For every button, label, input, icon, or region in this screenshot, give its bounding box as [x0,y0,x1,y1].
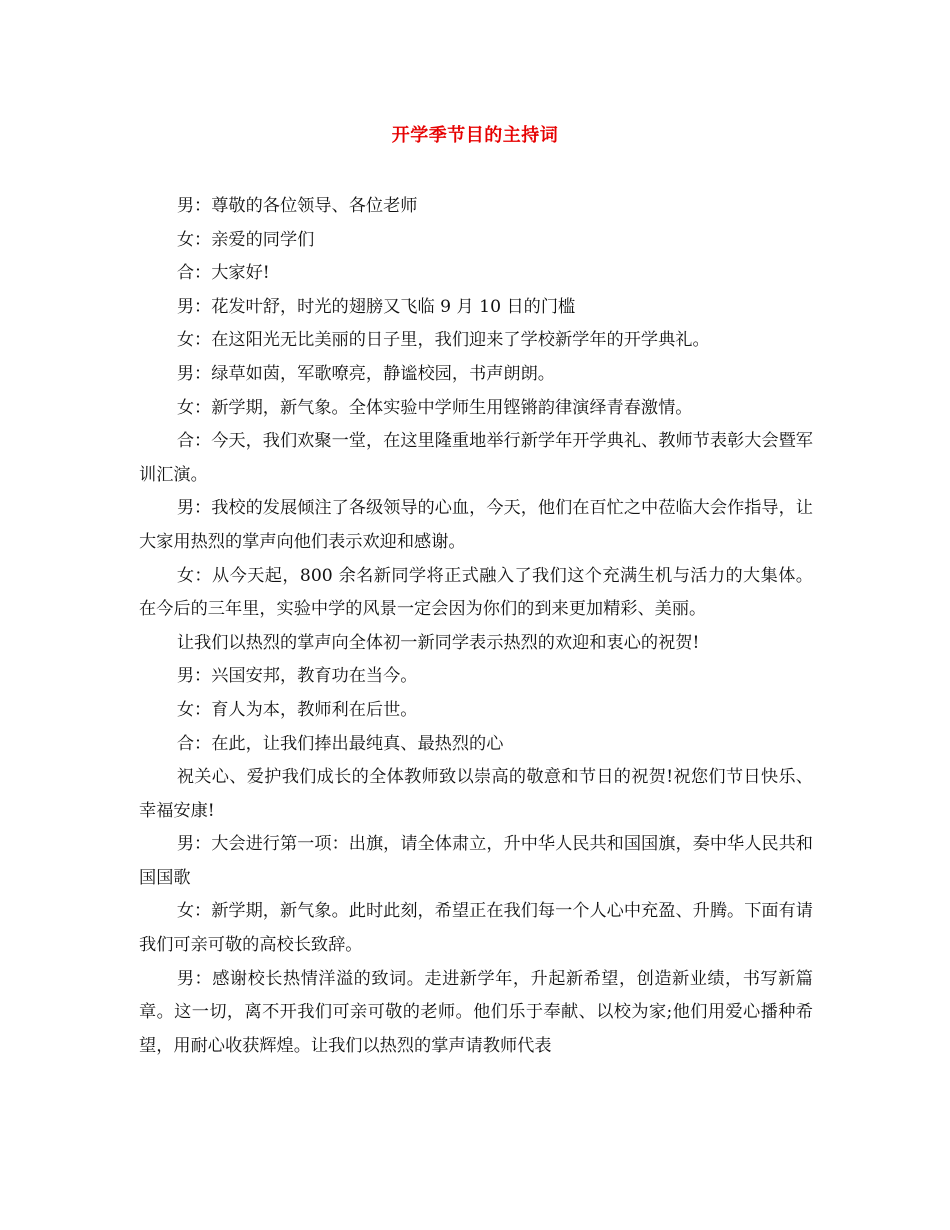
paragraph: 女：育人为本，教师利在后世。 [176,699,418,720]
document-body [139,190,813,1063]
paragraph: 女：亲爱的同学们 [176,229,315,250]
paragraph: 男：感谢校长热情洋溢的致词。走进新学年，升起新希望，创造新业绩，书写新篇章。这一切，离不开我们可亲可敬的老师。他们乐于奉献、以校为家;他们用爱心播种希望，用耐心收获辉煌。让我们以热烈的掌声请教师代表 [139,968,813,1056]
paragraph: 合：今天，我们欢聚一堂，在这里隆重地举行新学年开学典礼、教师节表彰大会暨军训汇演。 [139,431,813,485]
paragraph: 女：在这阳光无比美丽的日子里，我们迎来了学校新学年的开学典礼。 [176,330,710,351]
paragraph: 男：尊敬的各位领导、各位老师 [176,196,418,216]
paragraph: 合：在此，让我们捧出最纯真、最热烈的心 [176,733,504,754]
paragraph: 女：新学期，新气象。此时此刻，希望正在我们每一个人心中充盈、升腾。下面有请我们可亲可敬的高校长致辞。 [139,901,813,956]
paragraph: 让我们以热烈的掌声向全体初一新同学表示热烈的欢迎和衷心的祝贺! [176,632,700,653]
paragraph: 男：绿草如茵，军歌嘹亮，静谧校园，书声朗朗。 [176,363,555,384]
paragraph: 男：大会进行第一项：出旗，请全体肃立，升中华人民共和国国旗，奏中华人民共和国国歌 [139,834,813,888]
paragraph: 男：花发叶舒，时光的翅膀又飞临 9 月 10 日的门槛 [176,296,576,317]
paragraph: 祝关心、爱护我们成长的全体教师致以崇高的敬意和节日的祝贺!祝您们节日快乐、幸福安康! [139,767,813,821]
paragraph: 男：兴国安邦，教育功在当今。 [176,666,418,687]
document-title: 开学季节目的主持词 [391,125,559,146]
paragraph: 女：从今天起，800 余名新同学将正式融入了我们这个充满生机与活力的大集体。在今后的三年里，实验中学的风景一定会因为你们的到来更加精彩、美丽。 [139,565,813,620]
paragraph: 合：大家好! [176,263,270,284]
paragraph: 女：新学期，新气象。全体实验中学师生用铿锵韵律演绎青春激情。 [176,397,693,418]
paragraph: 男：我校的发展倾注了各级领导的心血，今天，他们在百忙之中莅临大会作指导，让大家用热烈的掌声向他们表示欢迎和感谢。 [139,498,813,552]
